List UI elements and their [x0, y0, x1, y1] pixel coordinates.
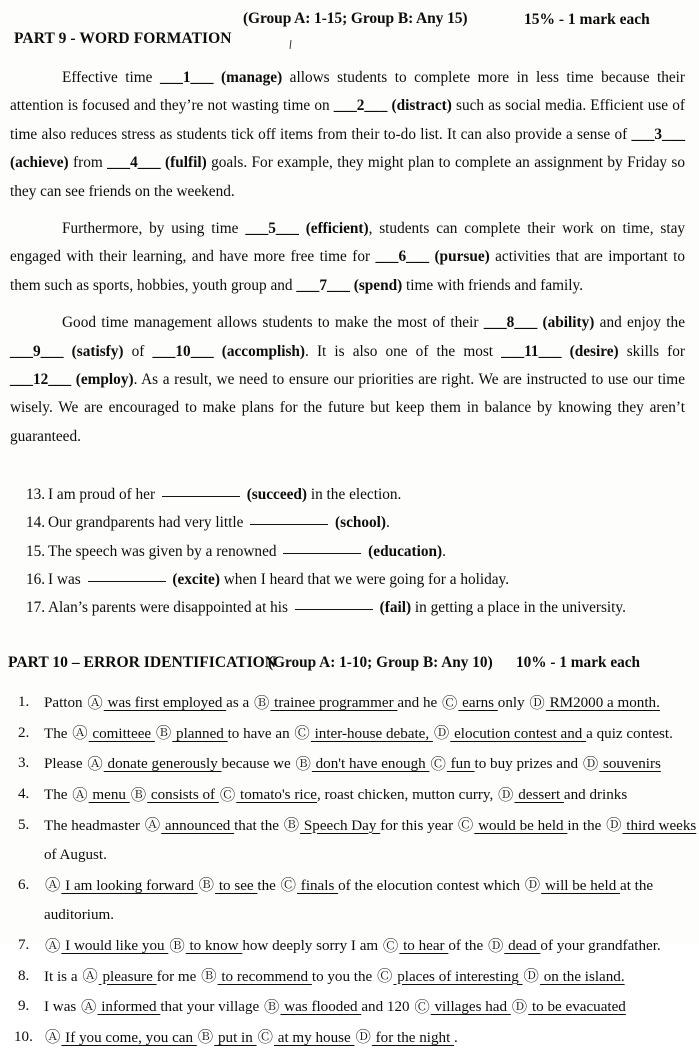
part9-title: PART 9 - WORD FORMATION: [14, 30, 232, 47]
item-number: 4.: [18, 786, 30, 803]
word-prompt: (education): [364, 542, 443, 560]
text-run: because we: [221, 756, 295, 773]
underlined-option[interactable]: was flooded: [280, 999, 362, 1016]
numbered-gap[interactable]: ___4___: [107, 154, 161, 172]
numbered-gap[interactable]: ___8___: [483, 314, 538, 332]
cloze-paragraph: [10, 206, 685, 300]
underlined-option[interactable]: places of interesting: [393, 968, 523, 985]
underlined-option[interactable]: third weeks: [622, 817, 697, 834]
underlined-option[interactable]: don't have enough: [311, 756, 430, 773]
underlined-option[interactable]: I am looking forward: [61, 877, 198, 894]
underlined-option[interactable]: tomato's rice: [236, 787, 317, 804]
underlined-option[interactable]: to recommend: [217, 968, 312, 985]
circled-letter-a-icon[interactable]: Ⓐ: [87, 754, 103, 773]
underlined-option[interactable]: souvenirs: [599, 756, 661, 773]
text-run: Please: [44, 756, 87, 773]
item-number: 14.: [26, 514, 46, 532]
underlined-option[interactable]: would be held: [474, 817, 568, 834]
underlined-option[interactable]: to see: [215, 877, 258, 894]
circled-letter-b-icon[interactable]: Ⓑ: [254, 693, 270, 712]
short-answer-item: [0, 538, 699, 566]
underlined-option[interactable]: put in: [214, 1029, 257, 1046]
text-run: .: [454, 1029, 458, 1046]
text-run: . It is also one of the most: [305, 342, 502, 360]
circled-letter-c-icon[interactable]: Ⓒ: [280, 876, 297, 895]
answer-blank[interactable]: [88, 581, 166, 582]
circled-letter-b-icon[interactable]: Ⓑ: [283, 816, 300, 835]
underlined-option[interactable]: villages had: [430, 999, 511, 1016]
text-run: of your grandfather.: [540, 938, 661, 955]
word-prompt: (fulfil): [160, 154, 207, 172]
text-run: in getting a place in the university.: [411, 599, 626, 617]
text-run: of August.: [44, 847, 107, 864]
item-number: 6.: [18, 876, 30, 893]
item-number: 16.: [26, 570, 46, 588]
circled-letter-d-icon[interactable]: Ⓓ: [487, 936, 504, 955]
part9-short-items: [0, 481, 699, 622]
text-run: of the: [448, 938, 487, 955]
underlined-option[interactable]: to be evacuated: [528, 999, 626, 1016]
circled-letter-a-icon[interactable]: Ⓐ: [72, 785, 88, 804]
circled-letter-c-icon[interactable]: Ⓒ: [457, 816, 474, 835]
numbered-gap[interactable]: ___3___: [631, 125, 685, 143]
item-number: 5.: [18, 816, 30, 833]
circled-letter-c-icon[interactable]: Ⓒ: [377, 967, 393, 986]
text-run: the: [257, 877, 280, 894]
text-run: .: [386, 514, 390, 532]
error-identification-item: [0, 780, 699, 811]
circled-letter-c-icon[interactable]: Ⓒ: [219, 785, 236, 804]
underlined-option[interactable]: inter-house debate,: [310, 725, 433, 742]
circled-letter-a-icon[interactable]: Ⓐ: [144, 816, 161, 835]
item-number: 8.: [18, 967, 30, 984]
error-identification-item: [0, 688, 699, 719]
circled-letter-b-icon[interactable]: Ⓑ: [197, 1028, 214, 1047]
text-run: allows students to complete more in less time because their attention is focused and they’re not wasting time on: [10, 69, 686, 115]
cloze-paragraph: [10, 300, 685, 451]
item-text: [48, 538, 446, 566]
text-run: to have an: [227, 725, 294, 742]
part9-marks-note: 15% - 1 mark each: [524, 11, 650, 28]
text-run: The: [44, 725, 72, 742]
underlined-option[interactable]: dessert: [514, 787, 564, 804]
text-run: , roast chicken, mutton curry,: [316, 787, 498, 804]
underlined-option[interactable]: comitteee: [88, 725, 155, 742]
numbered-gap[interactable]: ___9___: [10, 342, 64, 360]
numbered-gap[interactable]: ___10___: [152, 342, 214, 360]
item-text: [48, 566, 509, 594]
part9-group-note: (Group A: 1-15; Group B: Any 15): [243, 10, 468, 27]
item-text: [48, 594, 626, 622]
circled-letter-d-icon[interactable]: Ⓓ: [529, 693, 545, 712]
text-run: from: [68, 154, 108, 172]
text-run: for me: [156, 968, 201, 985]
text-run: that the: [234, 817, 283, 834]
item-number: 15.: [26, 542, 46, 560]
circled-letter-b-icon[interactable]: Ⓑ: [264, 997, 280, 1016]
item-number: 9.: [18, 998, 30, 1015]
circled-letter-c-icon[interactable]: Ⓒ: [430, 754, 446, 773]
error-identification-item: [0, 931, 699, 962]
cloze-paragraph: [10, 56, 685, 206]
item-number: 7.: [18, 937, 30, 954]
circled-letter-d-icon[interactable]: Ⓓ: [498, 785, 514, 804]
part10-header: [0, 648, 699, 682]
circled-letter-b-icon[interactable]: Ⓑ: [155, 724, 172, 743]
text-run: skills for: [618, 342, 685, 360]
item-text: [48, 509, 390, 537]
text-run: of the elocution contest which: [338, 877, 524, 894]
short-answer-item: [0, 594, 699, 622]
circled-letter-d-icon[interactable]: Ⓓ: [433, 724, 450, 743]
circled-letter-a-icon[interactable]: Ⓐ: [45, 876, 61, 895]
text-run: how deeply sorry I am: [242, 938, 382, 955]
answer-blank[interactable]: [162, 496, 240, 497]
underlined-option[interactable]: announced: [161, 817, 235, 834]
text-run: and 120: [361, 999, 414, 1016]
word-prompt: (pursue): [429, 248, 490, 266]
error-identification-item: [0, 871, 699, 931]
error-identification-item: [0, 719, 699, 750]
circled-letter-b-icon[interactable]: Ⓑ: [295, 754, 311, 773]
circled-letter-a-icon[interactable]: Ⓐ: [45, 1028, 61, 1047]
text-run: . As a result, we need to ensure our priorities are right. We are instructed to use our time wisely. We are encouraged to make plans for the future but keep them in balance by knowing they aren’t guaranteed.: [10, 371, 685, 445]
circled-letter-b-icon[interactable]: Ⓑ: [201, 967, 217, 986]
text-run: in the election.: [307, 486, 402, 504]
part10-group-note: (Group A: 1-10; Group B: Any 10): [268, 654, 493, 672]
text-run: for this year: [380, 817, 457, 834]
underlined-option[interactable]: fun: [446, 756, 475, 773]
numbered-gap[interactable]: ___5___: [245, 220, 299, 238]
numbered-gap[interactable]: ___11___: [501, 342, 562, 360]
part10-title: PART 10 – ERROR IDENTIFICATION: [8, 654, 277, 672]
underlined-option[interactable]: trainee programmer: [270, 695, 398, 712]
stray-mark: [290, 40, 292, 49]
underlined-option[interactable]: for the night: [371, 1029, 455, 1046]
part10-marks-note: 10% - 1 mark each: [516, 654, 641, 672]
underlined-option[interactable]: If you come, you can: [61, 1029, 197, 1046]
word-prompt: (ability): [537, 314, 595, 332]
text-run: I was: [44, 999, 81, 1016]
circled-letter-c-icon[interactable]: Ⓒ: [441, 693, 458, 712]
short-answer-item: [0, 509, 699, 537]
answer-blank[interactable]: [295, 609, 373, 610]
text-run: in the: [567, 817, 606, 834]
text-run: when I heard that we were going for a holiday.: [219, 570, 510, 588]
underlined-option[interactable]: finals: [297, 877, 339, 894]
item-number: 13.: [26, 486, 46, 504]
text-run: time with friends and family.: [402, 276, 584, 294]
text-run: of: [123, 342, 153, 360]
underlined-option[interactable]: dead: [504, 938, 541, 955]
item-number: 10.: [14, 1028, 33, 1045]
part10-error-items: [0, 688, 699, 1053]
word-prompt: (employ): [71, 371, 134, 389]
item-number: 3.: [18, 755, 30, 772]
error-identification-item: [0, 992, 699, 1023]
numbered-gap[interactable]: ___2___: [333, 97, 388, 115]
circled-letter-b-icon[interactable]: Ⓑ: [198, 876, 215, 895]
circled-letter-a-icon[interactable]: Ⓐ: [87, 693, 103, 712]
text-run: and drinks: [563, 787, 628, 804]
circled-letter-b-icon[interactable]: Ⓑ: [130, 785, 147, 804]
part9-cloze-paragraphs: [0, 56, 699, 451]
error-identification-item: [0, 749, 699, 780]
underlined-option[interactable]: Speech Day: [300, 817, 381, 834]
text-run: Our grandparents had very little: [48, 514, 248, 532]
underlined-option[interactable]: on the island.: [539, 968, 625, 985]
text-run: Furthermore, by using time: [62, 220, 246, 238]
underlined-option[interactable]: will be held: [541, 877, 621, 894]
numbered-gap[interactable]: ___7___: [296, 276, 350, 294]
word-prompt: (desire): [561, 342, 619, 360]
text-run: I am proud of her: [48, 486, 159, 504]
underlined-option[interactable]: at my house: [273, 1029, 355, 1046]
underlined-option[interactable]: menu: [88, 787, 130, 804]
numbered-gap[interactable]: ___1___: [159, 69, 214, 86]
word-prompt: (school): [331, 514, 387, 532]
word-prompt: (efficient): [298, 220, 369, 238]
circled-letter-c-icon[interactable]: Ⓒ: [294, 724, 310, 743]
underlined-option[interactable]: RM2000 a month.: [545, 695, 660, 712]
underlined-option[interactable]: donate generously: [103, 756, 222, 773]
circled-letter-d-icon[interactable]: Ⓓ: [606, 816, 622, 835]
text-run: to buy prizes and: [474, 756, 582, 773]
word-prompt: (satisfy): [63, 342, 124, 360]
short-answer-item: [0, 481, 699, 509]
item-number: 2.: [18, 724, 30, 741]
text-run: goals. For example, they might plan to complete an assignment by Friday so they can see friends on the weekend.: [10, 154, 685, 200]
text-run: a quiz contest.: [586, 725, 673, 742]
circled-letter-a-icon[interactable]: Ⓐ: [45, 936, 61, 955]
word-prompt: (succeed): [242, 486, 308, 504]
item-number: 17.: [26, 599, 46, 617]
text-run: as a: [226, 695, 253, 712]
part9-header: [0, 0, 699, 56]
circled-letter-d-icon[interactable]: Ⓓ: [524, 876, 541, 895]
text-run: such as social media. Efficient use of time also reduces stress as students tick off items from their to-do list. It can also provide a sense of: [10, 97, 686, 143]
text-run: The speech was given by a renowned: [48, 542, 281, 560]
underlined-option[interactable]: pleasure: [98, 968, 157, 985]
underlined-option[interactable]: to hear: [399, 938, 449, 955]
circled-letter-a-icon[interactable]: Ⓐ: [82, 967, 98, 986]
error-identification-item: [0, 1023, 699, 1053]
text-run: Effective time: [62, 69, 160, 86]
underlined-option[interactable]: I would like you: [61, 938, 169, 955]
circled-letter-c-icon[interactable]: Ⓒ: [414, 997, 430, 1016]
circled-letter-a-icon[interactable]: Ⓐ: [81, 997, 97, 1016]
circled-letter-d-icon[interactable]: Ⓓ: [523, 967, 539, 986]
text-run: at the auditorium.: [44, 877, 654, 924]
circled-letter-c-icon[interactable]: Ⓒ: [257, 1028, 273, 1047]
underlined-option[interactable]: to know: [185, 938, 243, 955]
text-run: I was: [48, 570, 85, 588]
underlined-option[interactable]: was first employed: [103, 695, 227, 712]
text-run: and he: [397, 695, 441, 712]
text-run: Good time management allows students to make the most of their: [62, 314, 484, 332]
text-run: It is a: [44, 968, 82, 985]
word-prompt: (fail): [375, 599, 412, 617]
text-run: that your village: [160, 999, 264, 1016]
error-identification-item: [0, 811, 699, 871]
word-prompt: (excite): [168, 570, 220, 588]
circled-letter-d-icon[interactable]: Ⓓ: [511, 997, 528, 1016]
circled-letter-c-icon[interactable]: Ⓒ: [382, 936, 399, 955]
circled-letter-a-icon[interactable]: Ⓐ: [72, 724, 88, 743]
text-run: and enjoy the: [594, 314, 685, 332]
underlined-option[interactable]: elocution contest and: [450, 725, 587, 742]
underlined-option[interactable]: informed: [97, 999, 161, 1016]
word-prompt: (spend): [349, 276, 403, 294]
short-answer-item: [0, 566, 699, 594]
text-run: Patton: [44, 695, 87, 712]
word-prompt: (accomplish): [213, 342, 306, 360]
underlined-option[interactable]: earns: [458, 695, 498, 712]
text-run: , students can complete their work on time, stay engaged with their learning, and have more free time for: [10, 220, 686, 266]
text-run: activities that are important to them such as sports, hobbies, youth group and: [10, 248, 686, 294]
underlined-option[interactable]: consists of: [147, 787, 219, 804]
circled-letter-d-icon[interactable]: Ⓓ: [355, 1028, 371, 1047]
text-run: to you the: [311, 968, 377, 985]
item-number: 1.: [18, 694, 30, 711]
word-prompt: (distract): [387, 97, 452, 115]
word-prompt: (achieve): [10, 154, 69, 172]
text-run: The: [44, 787, 72, 804]
word-prompt: (manage): [213, 69, 283, 86]
circled-letter-d-icon[interactable]: Ⓓ: [582, 754, 599, 773]
numbered-gap[interactable]: ___6___: [375, 248, 430, 266]
text-run: only: [497, 695, 529, 712]
text-run: The headmaster: [44, 817, 144, 834]
error-identification-item: [0, 962, 699, 993]
answer-blank[interactable]: [283, 553, 361, 554]
numbered-gap[interactable]: ___12___: [10, 371, 72, 389]
circled-letter-b-icon[interactable]: Ⓑ: [169, 936, 185, 955]
underlined-option[interactable]: planned: [172, 725, 228, 742]
text-run: Alan’s parents were disappointed at his: [48, 599, 292, 617]
item-text: [48, 481, 401, 509]
text-run: .: [442, 542, 446, 560]
answer-blank[interactable]: [250, 524, 328, 525]
